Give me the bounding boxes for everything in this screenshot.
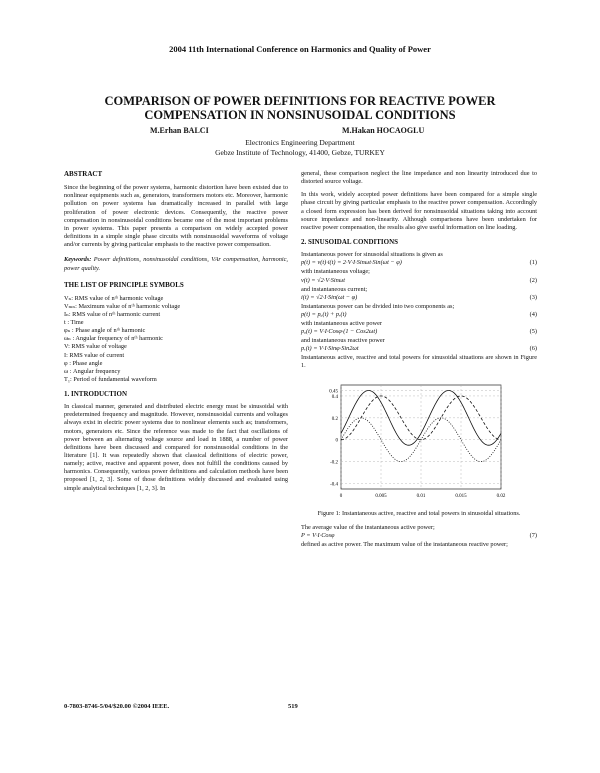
right-column [301,170,537,549]
symbol-item: Iₙ: RMS value of nᵗʰ harmonic current [64,311,161,319]
y-tick-label: 0.4 [331,394,338,400]
with-active: with instantaneous active power [301,319,382,327]
equation-5 [301,328,537,337]
abstract-heading: ABSTRACT [64,170,103,178]
equation-7-text: P = V·I·Cosφ [301,531,335,539]
left-column [64,170,288,493]
y-tick-label: 0.2 [331,416,338,422]
abstract-text: Since the beginning of the power systems, harmonic distortion have been existed due to nonlinear equipments such as, generators, transformers motors etc. Moreover, harmonic pollution on power systems has dramatically increased in parallel with large proliferation of power electronic devices. Consequently, the reactive power compensation in nonsinusoidal conditions became one of the most important problems in power systems. This paper presents a comparison on widely accepted power definitions in a simple single phase circuits with nonsinusoidal waveforms of voltage and/or currents by giving particular emphasis to the reactive power compensation. [64,184,288,249]
y-tick-label: -0.2 [330,460,338,466]
x-tick-label: 0.015 [455,493,467,499]
symbol-item: Vₙ: RMS value of nᵗʰ harmonic voltage [64,294,164,302]
symbol-item: t : Time [64,319,84,327]
x-tick-label: 0.01 [416,493,426,499]
equation-7-number: (7) [529,531,537,539]
equation-1 [301,259,537,268]
x-tick-label: 0 [339,493,343,499]
and-reactive: and instantaneous reactive power [301,337,385,345]
figure-intro: Instantaneous active, reactive and total powers for sinusoidal situations are shown in Figure 1. [301,354,537,370]
symbol-item: φ : Phase angle [64,359,103,367]
y-tick-label: 0 [335,438,338,444]
author-1: M.Erhan BALCI [150,126,209,135]
and-current: and instantaneous current; [301,285,368,293]
sinusoidal-intro: Instantaneous power for sinusoidal situations is given as [301,251,443,259]
title-line-1: COMPARISON OF POWER DEFINITIONS FOR REACTIVE POWER [104,94,496,108]
figure-caption: Figure 1: Instantaneous active, reactive and total powers in sinusoidal situations. [317,509,521,517]
equation-6 [301,345,537,354]
average-text: The average value of the instantaneous active power; [301,523,435,531]
symbol-item: V: RMS value of voltage [64,343,127,351]
equation-3-number: (3) [529,293,537,301]
keywords-label: Keywords: [64,256,92,264]
paper-title [60,94,540,122]
copyright-footer: 0-7803-8746-5/04/$20.00 ©2004 IEEE. [64,703,170,710]
symbol-item: ω : Angular frequency [64,367,121,375]
title-line-2: COMPENSATION IN NONSINUSOIDAL CONDITIONS [144,108,456,122]
symbol-item: φₙ : Phase angle of nᵗʰ harmonic [64,327,146,335]
keywords [64,256,288,272]
y-tick-label: 0.45 [329,388,338,394]
symbol-item: T₁: Period of fundamental waveform [64,375,157,383]
x-tick-label: 0.005 [375,493,387,499]
symbol-item: ωₙ : Angular frequency of nᵗʰ harmonic [64,335,163,343]
defined-text: defined as active power. The maximum value of the instantaneous reactive power; [301,540,508,548]
y-tick-label: -0.4 [330,482,338,488]
equation-6-text: pᵣ(t) = V·I·Sinφ·Sin2ωt [301,345,359,353]
equation-2 [301,277,537,286]
figure-1-chart [301,377,537,507]
equation-2-text: v(t) = √2·V·Sinωt [301,276,345,284]
divided-text: Instantaneous power can be divided into two components as; [301,302,455,310]
equation-7 [301,532,537,541]
sinusoidal-heading: 2. SINUSOIDAL CONDITIONS [301,238,399,247]
intro-heading: 1. INTRODUCTION [64,389,128,398]
symbol-item: Vₘₙ: Maximum value of nᵗʰ harmonic voltage [64,302,181,310]
equation-1-number: (1) [529,259,537,267]
equation-3-text: i(t) = √2·I·Sin(ωt − φ) [301,293,358,301]
author-2: M.Hakan HOCAOGLU [342,126,425,135]
intro-text: In classical manner, generated and distributed electric energy must be sinusoidal with predetermined frequency and magnitude. However, nonsinusoidal currents and voltages always exist in electric power systems due to nonlinear elements such as; transformers, motors, generators etc. Since the reference was made to the fact that oscillations of power between an alternating voltage source and load in 1888, a number of power definitions have been discussed and compared for nonsinusoidal conditions in the literature [1]. It was repeatedly shown that classical definitions of electric power, namely; active, reactive and apparent power, does not fulfill the conditions caused by harmonics. Consequently, various power definitions and calculation methods have been proposed [1, 2, 3]. Some of those definitions widely discussed and evaluated using simple analytical techniques [1, 2, 3]. In [64,403,288,492]
equation-2-number: (2) [529,276,537,284]
department: Electronics Engineering Department [245,138,355,147]
equation-6-number: (6) [529,345,537,353]
equation-5-number: (5) [529,328,537,336]
equation-3 [301,294,537,303]
equation-5-text: pₐ(t) = V·I·Cosφ·(1 − Cos2ωt) [301,328,378,336]
with-voltage: with instantaneous voltage; [301,268,370,276]
symbols-list [64,295,288,384]
affiliation [60,138,540,158]
conference-header: 2004 11th International Conference on Harmonics and Quality of Power [169,44,431,54]
equation-4-text: p(t) = pₐ(t) + pᵣ(t) [301,310,347,318]
right-paragraph-1: general, these comparison neglect the line impedance and non linearity introduced due to distorted source voltage. [301,170,537,186]
x-tick-label: 0.02 [496,493,506,499]
equation-4-number: (4) [529,310,537,318]
keywords-text: Power definitions, nonsinusoidal conditions, VAr compensation, harmonic, power quality. [64,256,288,272]
symbols-heading: THE LIST OF PRINCIPLE SYMBOLS [64,280,184,289]
symbol-item: I: RMS value of current [64,351,125,359]
equation-1-text: p(t) = v(t)·i(t) = 2·V·I·Sinωt·Sin(ωt − φ) [301,259,402,267]
right-paragraph-2: In this work, widely accepted power definitions have been compared for a simple single phase circuit by giving particular emphasis to the reactive power compensation. Accordingly a closed form expression has been derived for nonsinusoidal situations taking into account source impedance and non-linearity. Although comparisons have been undertaken for reactive power compensation, the results also give useful information on line loading. [301,191,537,231]
institute: Gebze Institute of Technology, 41400, Gebze, TURKEY [215,148,385,157]
page-number: 519 [288,703,298,710]
equation-4 [301,311,537,320]
